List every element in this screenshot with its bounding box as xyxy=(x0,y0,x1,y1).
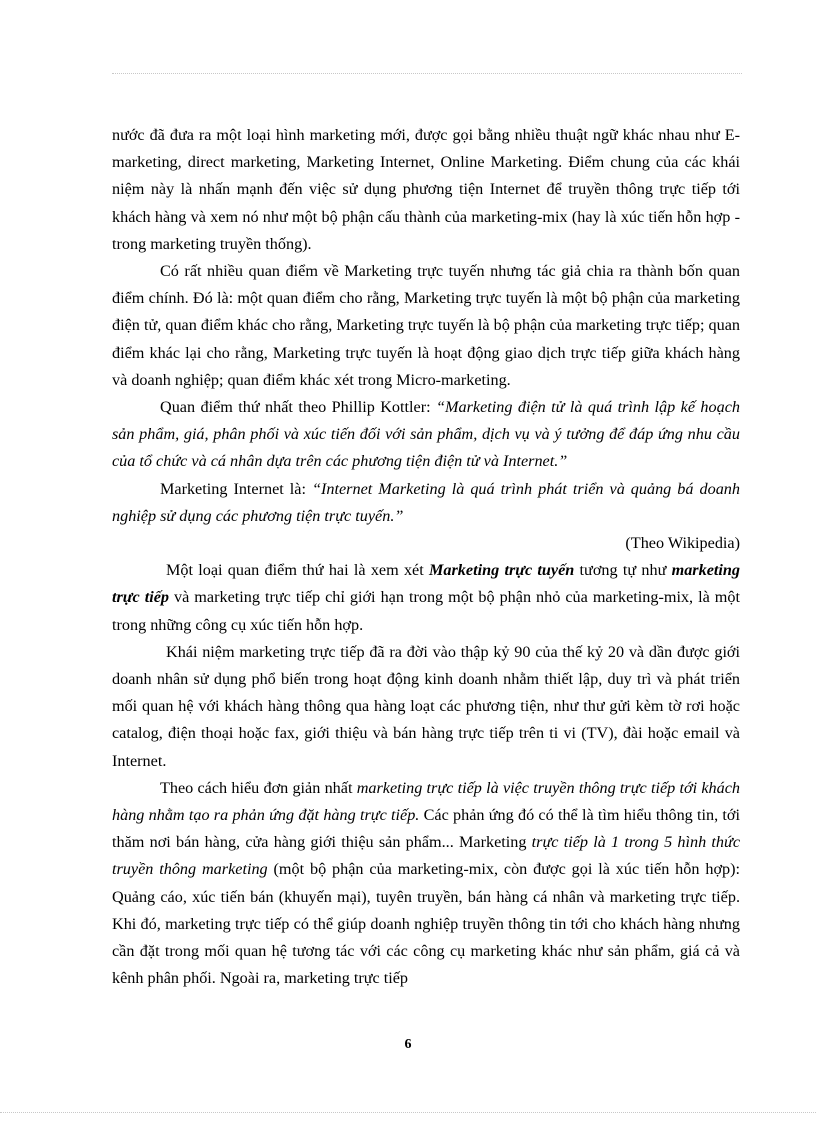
p7-text-e: (một bộ phận của marketing-mix, còn được gọi là xúc tiến hỗn hợp): Quảng cáo, xúc tiến bán (khuyến mại), tuyên truyền, bán hàng cá nhân và marketing trực tiếp. Khi đó, marketing trực tiếp có thể giúp doanh nghiệp truyền thông tin tới cho khách hàng nhưng cần đặt trong mối quan hệ tương tác với các công cụ marketing khác như sản phẩm, giá cả và kênh phân phối. Ngoài ra, marketing trực tiếp xyxy=(112,860,740,988)
source-citation: (Theo Wikipedia) xyxy=(625,534,740,553)
p5-emphasis-direct: marketing trực tiếp xyxy=(112,561,740,607)
p5-text-c: tương tự như xyxy=(574,561,672,580)
paragraph-7 xyxy=(112,775,740,993)
internet-marketing-lead: Marketing Internet là: xyxy=(160,479,312,498)
page-number: 6 xyxy=(404,1037,412,1052)
paragraph-5 xyxy=(112,557,740,639)
paragraph-6: Khái niệm marketing trực tiếp đã ra đời vào thập kỷ 90 của thế kỷ 20 và dần được giới doanh nhân sử dụng phổ biến trong hoạt động kinh doanh nhằm thiết lập, duy trì và phát triển mối quan hệ với khách hàng thông qua hàng loạt các phương tiện, như thư gửi kèm tờ rơi hoặc catalog, điện thoại hoặc fax, giới thiệu và bán hàng trực tiếp trên ti vi (TV), đài hoặc email và Internet. xyxy=(112,642,740,770)
kotler-quote: “Marketing điện tử là quá trình lập kế hoạch sản phẩm, giá, phân phối và xúc tiến đối với sản phẩm, dịch vụ và ý tưởng để đáp ứng nhu cầu của tổ chức và cá nhân dựa trên các phương tiện điện tử và Internet.” xyxy=(112,398,740,471)
p7-text-c: Các phản ứng đó có thể là tìm hiểu thông tin, tới thăm nơi bán hàng, cửa hàng giới thiệu sản phẩm... Marketing xyxy=(112,806,740,852)
p7-italic-forms: trực tiếp là 1 trong 5 hình thức truyền thông marketing xyxy=(112,833,740,879)
p5-emphasis-online: Marketing trực tuyến xyxy=(429,561,575,580)
document-body xyxy=(112,122,740,993)
paragraph-2: Có rất nhiều quan điểm về Marketing trực tuyến nhưng tác giả chia ra thành bốn quan điểm chính. Đó là: một quan điểm cho rằng, Marketing trực tuyến là một bộ phận của marketing điện tử, quan điểm khác cho rằng, Marketing trực tuyến là bộ phận của marketing trực tiếp; quan điểm khác lại cho rằng, Marketing trực tuyến là hoạt động giao dịch trực tiếp giữa khách hàng và doanh nghiệp; quan điểm khác xét trong Micro-marketing. xyxy=(112,262,740,389)
paragraph-4 xyxy=(112,476,740,530)
footer-divider xyxy=(0,1112,816,1113)
p5-text-a: Một loại quan điểm thứ hai là xem xét xyxy=(166,561,430,580)
p7-text-a: Theo cách hiểu đơn giản nhất xyxy=(160,778,357,797)
header-divider xyxy=(112,73,742,74)
p7-italic-definition: marketing trực tiếp là việc truyền thông trực tiếp tới khách hàng nhằm tạo ra phản ứng đặt hàng trực tiếp. xyxy=(112,778,740,825)
wikipedia-quote: “Internet Marketing là quá trình phát triển và quảng bá doanh nghiệp sử dụng các phương tiện trực tuyến.” xyxy=(112,479,740,525)
paragraph-1: nước đã đưa ra một loại hình marketing mới, được gọi bằng nhiều thuật ngữ khác nhau như E-marketing, direct marketing, Marketing Internet, Online Marketing. Điểm chung của các khái niệm này là nhấn mạnh đến việc sử dụng phương tiện Internet để truyền thông trực tiếp tới khách hàng và xem nó như một bộ phận cấu thành của marketing-mix (hay là xúc tiến hỗn hợp - trong marketing truyền thống). xyxy=(112,126,740,253)
kotler-lead: Quan điểm thứ nhất theo Phillip Kottler: xyxy=(160,398,437,417)
paragraph-3 xyxy=(112,394,740,476)
p5-text-e: và marketing trực tiếp chỉ giới hạn trong một bộ phận nhỏ của marketing-mix, là một trong những công cụ xúc tiến hỗn hợp. xyxy=(112,588,740,634)
